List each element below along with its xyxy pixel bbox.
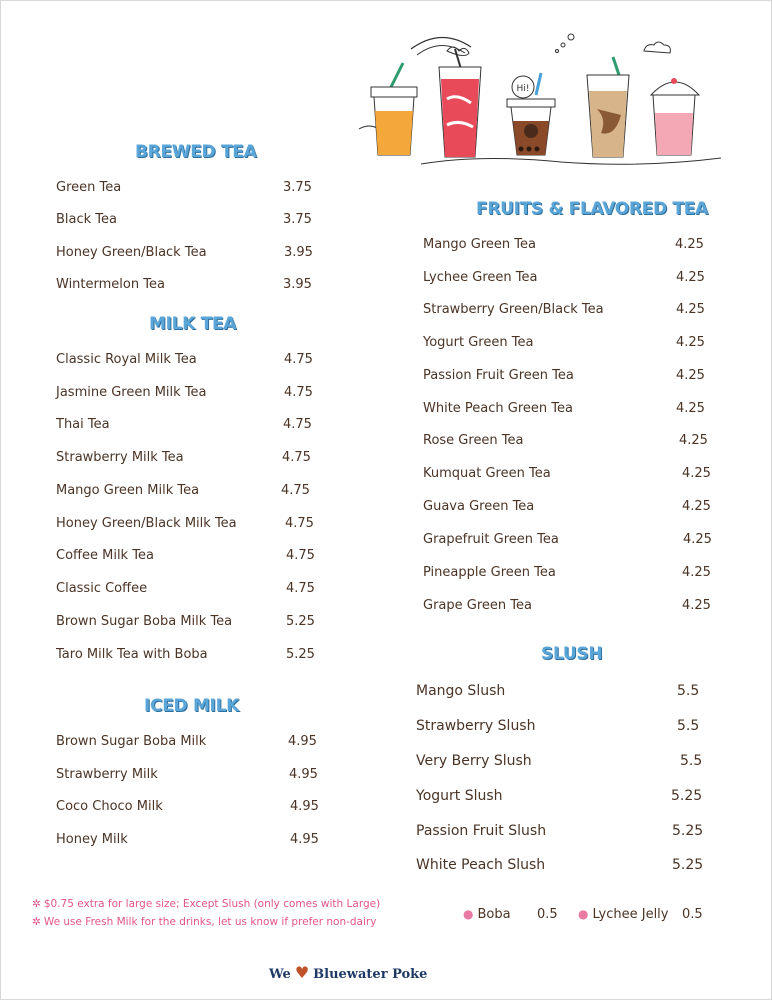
menu-item-name: Wintermelon Tea bbox=[56, 277, 165, 292]
menu-item-price: 4.75 bbox=[283, 417, 312, 432]
menu-item-price: 4.75 bbox=[286, 581, 315, 596]
menu-item-price: 4.25 bbox=[676, 368, 705, 383]
menu-item-name: White Peach Green Tea bbox=[423, 401, 573, 416]
menu-item-name: Brown Sugar Boba Milk Tea bbox=[56, 614, 233, 629]
drinks-illustration bbox=[351, 29, 731, 169]
note-fresh-milk: ✲ We use Fresh Milk for the drinks, let us know if prefer non-dairy bbox=[32, 916, 377, 928]
menu-item-price: 5.5 bbox=[677, 718, 700, 734]
menu-item-price: 4.95 bbox=[290, 799, 319, 814]
menu-item-price: 4.25 bbox=[675, 237, 704, 252]
menu-item-price: 3.75 bbox=[283, 212, 312, 227]
menu-item-name: Lychee Green Tea bbox=[423, 270, 538, 285]
menu-item-price: 4.25 bbox=[683, 532, 712, 547]
fruits-tea-title: FRUITS & FLAVORED TEA bbox=[476, 199, 708, 219]
menu-item-price: 4.25 bbox=[682, 598, 711, 613]
menu-item-price: 4.25 bbox=[682, 499, 711, 514]
heart-icon: ♥ bbox=[294, 963, 310, 982]
menu-item-name: Classic Coffee bbox=[56, 581, 148, 596]
brewed-tea-title: BREWED TEA bbox=[135, 142, 257, 162]
menu-item-name: Grapefruit Green Tea bbox=[423, 532, 559, 547]
menu-item-price: 4.95 bbox=[288, 734, 317, 749]
hi-sign-text: Hi! bbox=[516, 84, 530, 94]
menu-item-price: 4.25 bbox=[682, 466, 711, 481]
bullet-dot-icon: ● bbox=[578, 907, 589, 921]
menu-item-price: 5.5 bbox=[680, 753, 703, 769]
menu-item-price: 5.25 bbox=[672, 823, 704, 839]
menu-item-price: 4.25 bbox=[679, 433, 708, 448]
menu-item-name: Honey Milk bbox=[56, 832, 128, 847]
menu-item-name: Guava Green Tea bbox=[423, 499, 535, 514]
menu-item-price: 4.75 bbox=[286, 548, 315, 563]
menu-item-name: Classic Royal Milk Tea bbox=[56, 352, 197, 367]
menu-item-name: Honey Green/Black Tea bbox=[56, 245, 207, 260]
bullet-dot-icon: ● bbox=[463, 907, 474, 921]
flower-icon: ✲ bbox=[32, 898, 41, 910]
menu-item-name: Passion Fruit Green Tea bbox=[423, 368, 574, 383]
menu-item-price: 5.25 bbox=[672, 857, 704, 873]
menu-item-price: 4.25 bbox=[676, 270, 705, 285]
menu-item-name: Very Berry Slush bbox=[416, 753, 532, 769]
topping-price: 0.5 bbox=[537, 907, 558, 922]
menu-item-name: Yogurt Green Tea bbox=[423, 335, 534, 350]
menu-item-name: Rose Green Tea bbox=[423, 433, 524, 448]
menu-item-name: Green Tea bbox=[56, 180, 122, 195]
menu-item-name: Mango Slush bbox=[416, 683, 506, 699]
menu-item-name: Strawberry Slush bbox=[416, 718, 536, 734]
menu-item-name: Honey Green/Black Milk Tea bbox=[56, 516, 237, 531]
menu-item-price: 4.75 bbox=[284, 352, 313, 367]
slush-title: SLUSH bbox=[541, 644, 603, 664]
menu-item-price: 4.25 bbox=[676, 302, 705, 317]
menu-item-name: Thai Tea bbox=[56, 417, 110, 432]
menu-item-price: 5.25 bbox=[671, 788, 703, 804]
menu-item-price: 5.25 bbox=[286, 614, 315, 629]
iced-milk-title: ICED MILK bbox=[144, 696, 239, 716]
menu-item-name: Coffee Milk Tea bbox=[56, 548, 154, 563]
menu-item-name: Taro Milk Tea with Boba bbox=[56, 647, 208, 662]
menu-item-price: 4.75 bbox=[284, 385, 313, 400]
menu-item-price: 4.95 bbox=[289, 767, 318, 782]
menu-item-price: 4.75 bbox=[285, 516, 314, 531]
menu-item-name: Brown Sugar Boba Milk bbox=[56, 734, 207, 749]
menu-item-name: Passion Fruit Slush bbox=[416, 823, 547, 839]
menu-item-name: White Peach Slush bbox=[416, 857, 546, 873]
menu-item-price: 3.95 bbox=[284, 245, 313, 260]
menu-item-name: Strawberry Milk Tea bbox=[56, 450, 184, 465]
menu-item-name: Kumquat Green Tea bbox=[423, 466, 551, 481]
menu-item-name: Grape Green Tea bbox=[423, 598, 532, 613]
footer-brand: We ♥ Bluewater Poke bbox=[269, 963, 428, 982]
menu-item-price: 4.75 bbox=[282, 450, 311, 465]
menu-item-name: Strawberry Green/Black Tea bbox=[423, 302, 604, 317]
flower-icon: ✲ bbox=[32, 916, 41, 928]
menu-item-name: Yogurt Slush bbox=[416, 788, 503, 804]
menu-item-price: 4.25 bbox=[682, 565, 711, 580]
menu-item-name: Mango Green Tea bbox=[423, 237, 536, 252]
topping-price: 0.5 bbox=[682, 907, 703, 922]
menu-item-name: Strawberry Milk bbox=[56, 767, 158, 782]
menu-item-name: Coco Choco Milk bbox=[56, 799, 163, 814]
menu-item-name: Jasmine Green Milk Tea bbox=[56, 385, 207, 400]
menu-item-price: 4.25 bbox=[676, 335, 705, 350]
menu-item-price: 4.75 bbox=[281, 483, 310, 498]
menu-item-name: Mango Green Milk Tea bbox=[56, 483, 200, 498]
menu-item-price: 5.5 bbox=[677, 683, 700, 699]
menu-item-price: 5.25 bbox=[286, 647, 315, 662]
menu-item-price: 3.75 bbox=[283, 180, 312, 195]
menu-item-price: 4.25 bbox=[676, 401, 705, 416]
note-large-size: ✲ $0.75 extra for large size; Except Slush (only comes with Large) bbox=[32, 898, 381, 910]
milk-tea-title: MILK TEA bbox=[149, 314, 237, 334]
topping-boba: ● Boba bbox=[463, 907, 511, 922]
menu-item-price: 4.95 bbox=[290, 832, 319, 847]
menu-item-name: Black Tea bbox=[56, 212, 118, 227]
menu-item-name: Pineapple Green Tea bbox=[423, 565, 556, 580]
topping-lychee-jelly: ● Lychee Jelly bbox=[578, 907, 669, 922]
menu-item-price: 3.95 bbox=[283, 277, 312, 292]
